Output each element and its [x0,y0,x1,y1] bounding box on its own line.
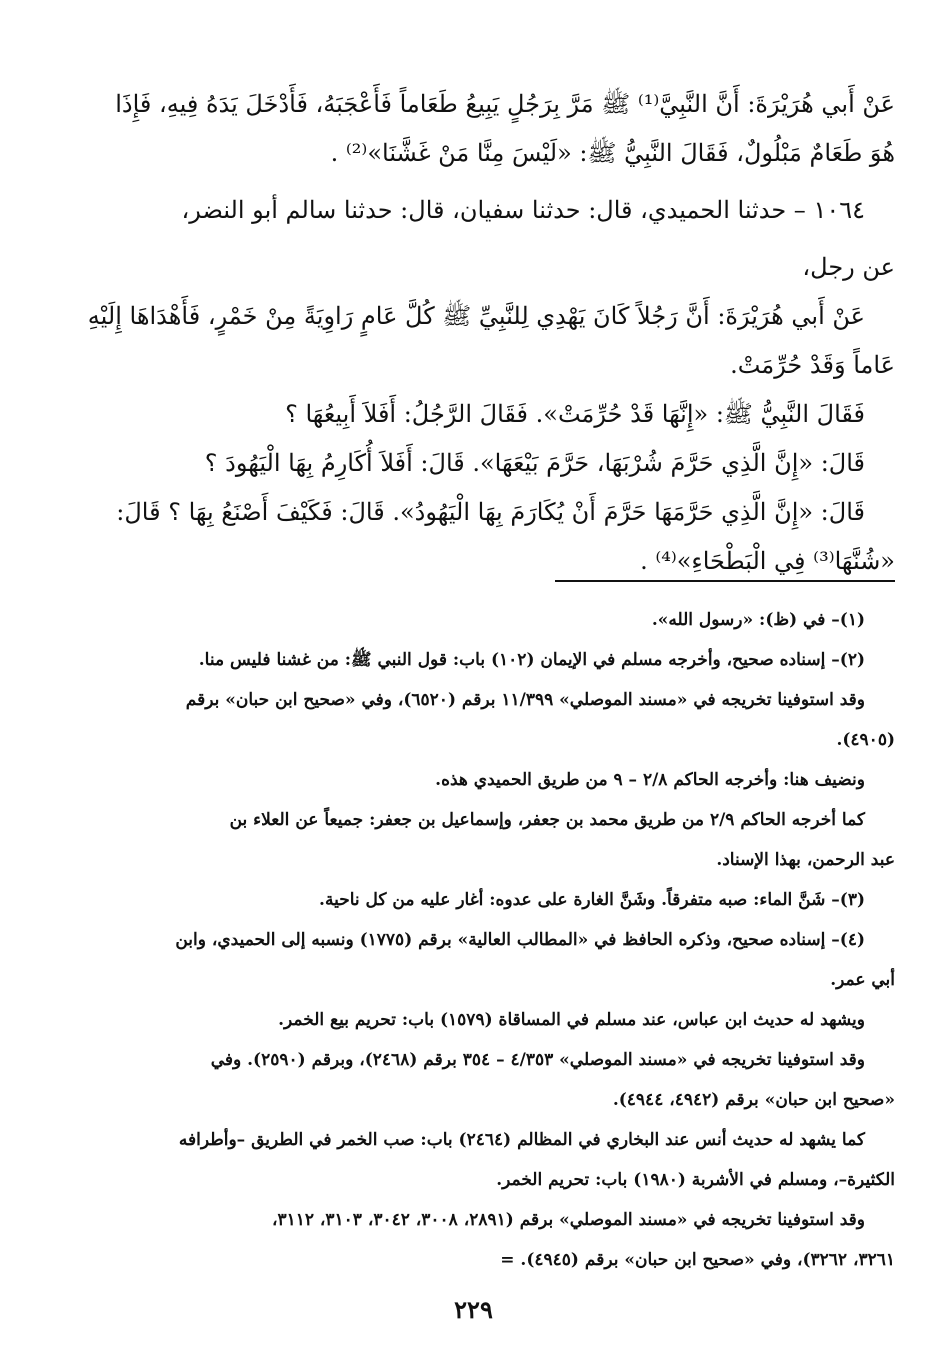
footnote-line: ٣٢٦١، ٣٢٦٢)، وفي «صحيح ابن حبان» برقم (٤٩٤٥). = [500,1250,895,1270]
hadith-line: عن رجل، [802,253,895,281]
footnote-separator [555,580,895,582]
footnote-line: أبي عمر. [830,970,895,990]
hadith-line: هُوَ طَعَامٌ مَبْلُولٌ، فَقَالَ النَّبِيُّ ﷺ: «لَيْسَ مِنَّا مَنْ غَشَّنَا»⁽²⁾ . [330,139,895,167]
footnotes [65,600,895,1280]
footnote-line: ويشهد له حديث ابن عباس، عند مسلم في المساقاة (١٥٧٩) باب: تحريم بيع الخمر. [278,1010,865,1030]
hadith-line: عَنْ أَبي هُرَيْرَةَ: أَنَّ رَجُلاً كَانَ يَهْدِي لِلنَّبِيِّ ﷺ كُلَّ عَامٍ رَاوِيَةً مِنْ خَمْرٍ، فَأَهْدَاهَا إِلَيْهِ [87,302,865,330]
footnote-line: كما أخرجه الحاكم ٢/٩ من طريق محمد بن جعفر، وإسماعيل بن جعفر: جميعاً عن العلاء بن [229,810,865,830]
footnote-line: وقد استوفينا تخريجه في «مسند الموصلي» ٤/٣٥٣ – ٣٥٤ برقم (٢٤٦٨)، وبرقم (٢٥٩٠). وفي [210,1050,865,1070]
hadith-line: «شُنَّهَا⁽³⁾ فِي الْبَطْحَاءِ»⁽⁴⁾ . [640,547,895,575]
footnote-line: الكثيرة–، ومسلم في الأشربة (١٩٨٠) باب: تحريم الخمر. [496,1170,895,1190]
hadith-line: عَاماً وَقَدْ حُرِّمَتْ. [730,351,895,379]
footnote-line: وقد استوفينا تخريجه في «مسند الموصلي» برقم (٢٨٩١، ٣٠٠٨، ٣٠٤٢، ٣١٠٣، ٣١١٢، [271,1210,865,1230]
footnote-line: «صحيح ابن حبان» برقم (٤٩٤٢، ٤٩٤٤). [612,1090,895,1110]
hadith-number-line: ١٠٦٤ – حدثنا الحميدي، قال: حدثنا سفيان، قال: حدثنا سالم أبو النضر، [181,196,865,224]
footnote-line: (٣)– شَنَّ الماء: صبه متفرقاً. وشَنَّ الغارة على عدوه: أغار عليه من كل ناحية. [319,890,865,910]
footnote-line: (١)– في (ظ): «رسول الله». [651,610,865,630]
footnote-line: ونضيف هنا: وأخرجه الحاكم ٢/٨ – ٩ من طريق الحميدي هذه. [435,770,865,790]
footnote-line: عبد الرحمن، بهذا الإسناد. [716,850,895,870]
hadith-line: عَنْ أَبي هُرَيْرَةَ: أَنَّ النَّبِيَّ⁽¹⁾ ﷺ مَرَّ بِرَجُلٍ يَبِيعُ طَعَاماً فَأَعْجَبَهُ، فَأَدْخَلَ يَدَهُ فِيهِ، فَإِذَا [115,90,895,118]
footnote-line: (٤٩٠٥). [836,730,895,750]
footnote-line: وقد استوفينا تخريجه في «مسند الموصلي» ١١/٣٩٩ برقم (٦٥٢٠)، وفي «صحيح ابن حبان» برقم [185,690,865,710]
page-number: ٢٢٩ [454,1295,493,1324]
hadith-text [65,80,895,586]
hadith-line: قَالَ: «إِنَّ الَّذِي حَرَّمَ شُرْبَهَا، حَرَّمَ بَيْعَهَا». قَالَ: أَفَلاَ أُكَارِمُ بِهَا الْيَهُودَ ؟ [204,449,865,477]
footnote-line: (٤)– إسناده صحيح، وذكره الحافظ في «المطالب العالية» برقم (١٧٧٥) ونسبه إلى الحميدي، وابن [175,930,865,950]
hadith-line: قَالَ: «إِنَّ الَّذِي حَرَّمَهَا حَرَّمَ أَنْ يُكَارَمَ بِهَا الْيَهُودُ». قَالَ: فَكَيْفَ أَصْنَعُ بِهَا ؟ قَالَ: [116,498,865,526]
footnote-line: كما يشهد له حديث أنس عند البخاري في المظالم (٢٤٦٤) باب: صب الخمر في الطريق –وأطرافه [178,1130,865,1150]
hadith-line: فَقَالَ النَّبِيُّ ﷺ: «إِنَّهَا قَدْ حُرِّمَتْ». فَقَالَ الرَّجُلُ: أَفَلاَ أَبِيعُهَا ؟ [285,400,865,428]
footnote-line: (٢)– إسناده صحيح، وأخرجه مسلم في الإيمان (١٠٢) باب: قول النبي ﷺ: من غشنا فليس منا. [198,650,865,670]
